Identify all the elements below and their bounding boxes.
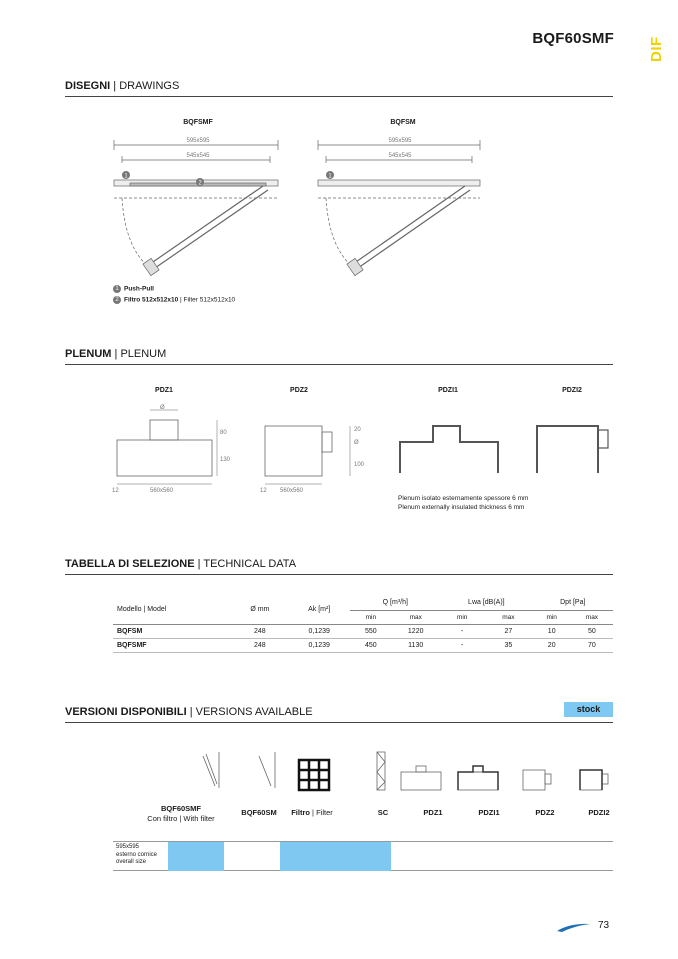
- svg-text:560x560: 560x560: [150, 488, 174, 494]
- size-cell-bqf60smf: [168, 842, 224, 871]
- tech-title: TABELLA DI SELEZIONE | TECHNICAL DATA: [65, 558, 297, 570]
- col-q: Q [m³/h]: [382, 598, 408, 606]
- version-label-sc: SC: [377, 808, 389, 817]
- plenum-label-pdzi2: PDZI2: [562, 387, 582, 394]
- drawings-title: DISEGNI | DRAWINGS: [65, 80, 180, 92]
- right-inner-dim: 545x545: [388, 153, 412, 159]
- filter-icon: [299, 760, 329, 790]
- svg-text:100: 100: [354, 462, 365, 468]
- diffuser-drawings: [100, 128, 500, 283]
- drawings-rule: [65, 96, 613, 97]
- stock-badge: stock: [564, 702, 613, 717]
- svg-text:130: 130: [220, 457, 231, 463]
- version-label-bqf60sm: BQF60SM: [241, 808, 277, 817]
- version-label-pdzi1: PDZI1: [478, 808, 500, 817]
- drawing-bqfsm: [318, 140, 480, 276]
- product-code: BQF60SMF: [532, 30, 614, 47]
- drawing-label-left: BQFSMF: [183, 119, 213, 126]
- version-label-filter: Filtro | Filter: [291, 808, 333, 817]
- drawing-bqfsmf: [114, 140, 278, 276]
- plenum-title: PLENUM | PLENUM: [65, 348, 167, 360]
- tech-rule: [65, 574, 613, 575]
- svg-text:Ø: Ø: [354, 440, 359, 446]
- size-availability-row: [113, 841, 613, 871]
- right-outer-dim: 595x595: [388, 138, 412, 144]
- version-icons: [195, 748, 615, 796]
- plenum-label-pdz1: PDZ1: [155, 387, 173, 394]
- left-outer-dim: 595x595: [186, 138, 210, 144]
- plenum-rule: [65, 364, 613, 365]
- svg-text:Ø: Ø: [160, 405, 165, 411]
- table-row: BQFSMF 248 0,1239 450 1130 - 35 20 70: [113, 638, 613, 652]
- size-cell-filter: [280, 842, 391, 871]
- plenum-label-pdzi1: PDZI1: [438, 387, 458, 394]
- technical-data-table: Modello | Model Ø mm Ak [m²] Q [m³/h] Lwa [dB(A)] Dpt [Pa] min max min max min max BQFSM 248 0,1239 550 1220 - 27 10 50 BQFSMF 248 0,1239 450 1130 - 35 20 70: [113, 595, 613, 653]
- plenum-drawings: [105, 398, 625, 498]
- version-label-bqf60smf: BQF60SMF Con filtro | With filter: [147, 804, 215, 823]
- table-row: BQFSM 248 0,1239 550 1220 - 27 10 50: [113, 624, 613, 638]
- plenum-note-en: Plenum externally insulated thickness 6 mm: [398, 504, 525, 511]
- version-label-pdzi2: PDZI2: [588, 808, 610, 817]
- drawings-title-it: DISEGNI: [65, 80, 111, 92]
- svg-text:80: 80: [220, 430, 227, 436]
- page-number: 73: [598, 920, 610, 931]
- left-inner-dim: 545x545: [186, 153, 210, 159]
- size-label: 595x595 esterno cornice overall size: [116, 844, 158, 865]
- side-tab-label: DIF: [648, 36, 665, 62]
- svg-text:12: 12: [260, 488, 267, 494]
- col-model: Modello | Model: [113, 595, 232, 624]
- svg-text:1: 1: [124, 173, 128, 180]
- svg-text:2: 2: [198, 180, 202, 187]
- versions-rule: [65, 722, 613, 723]
- version-label-pdz1: PDZ1: [423, 808, 443, 817]
- version-label-pdz2: PDZ2: [535, 808, 555, 817]
- plenum-note-it: Plenum isolato esternamente spessore 6 mm: [398, 495, 529, 502]
- plenum-label-pdz2: PDZ2: [290, 387, 308, 394]
- drawings-title-en: DRAWINGS: [119, 80, 180, 92]
- col-area: Ak [m²]: [288, 595, 351, 624]
- svg-text:20: 20: [354, 427, 361, 433]
- svg-text:12: 12: [112, 488, 119, 494]
- drawing-label-right: BQFSM: [390, 119, 416, 126]
- col-dpt: Dpt [Pa]: [560, 598, 586, 606]
- svg-text:1: 1: [328, 173, 332, 180]
- legend-item-2: 2 Filtro 512x512x10 | Filter 512x512x10: [113, 296, 235, 304]
- versions-title: VERSIONI DISPONIBILI | VERSIONS AVAILABLE: [65, 706, 313, 718]
- legend-item-1: 1 Push-Pull: [113, 285, 154, 293]
- col-diameter: Ø mm: [232, 595, 288, 624]
- svg-text:560x560: 560x560: [280, 488, 304, 494]
- brand-swoosh-icon: [556, 921, 592, 933]
- plenum-note: [398, 494, 528, 512]
- col-lwa: Lwa [dB(A)]: [468, 598, 505, 606]
